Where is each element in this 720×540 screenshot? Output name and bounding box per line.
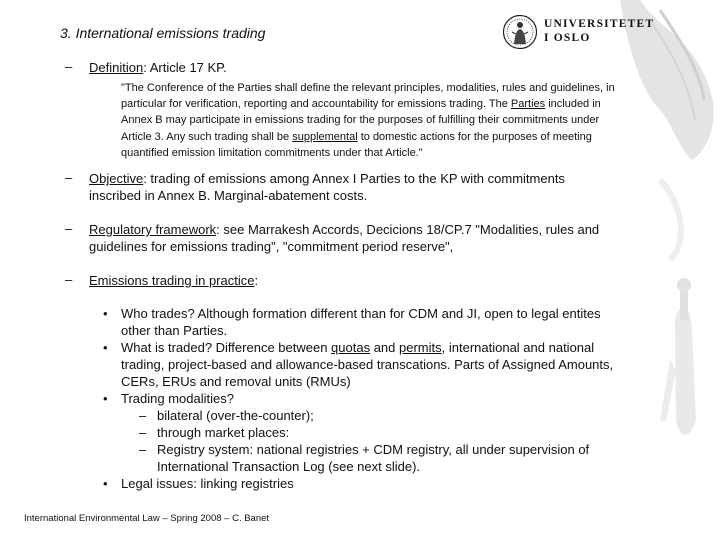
bullet-trading-modalities — [103, 390, 630, 407]
bullet-text: Trading modalities? — [121, 391, 234, 406]
bullet-what-traded — [103, 339, 630, 390]
sub-item-text: Registry system: national registries + CDM registry, all under supervision of International Transaction Log (see next slide). — [157, 442, 590, 474]
bullet-text: Who trades? Although formation different than for CDM and JI, open to legal entites other than Parties. — [121, 306, 601, 338]
definition-dash: – — [65, 59, 73, 74]
regulatory-label: Regulatory framework — [89, 222, 217, 237]
objective-text: : trading of emissions among Annex I Parties to the KP with commitments inscribed in Annex B. Marginal-abatement costs. — [89, 171, 565, 203]
bullet-legal-issues — [103, 475, 630, 492]
quote-part1: "The Conference of the Parties shall define the relevant principles, modalities, rules and guidelines, in particular for verification, reporting and accountability for emissions trading. The — [121, 82, 615, 111]
bullet-dot: • — [103, 306, 108, 321]
practice-item — [89, 272, 609, 289]
bullet-dot: • — [103, 391, 108, 406]
bullet-text: Legal issues: linking registries — [121, 476, 294, 491]
sub-dash: – — [139, 408, 147, 423]
objective-dash: – — [65, 170, 73, 185]
quote-supplemental: supplemental — [292, 130, 358, 143]
bullet-dot: • — [103, 340, 108, 355]
practice-bullet-list — [103, 305, 630, 492]
article-17-quote — [121, 80, 626, 161]
bullet-permits: permits — [399, 340, 442, 355]
quote-part2: included in Annex B may participate in emissions trading for the purposes of fulfilling their commitments under Article 3. Any such trading shall be — [121, 98, 601, 143]
sub-item-market-places — [103, 424, 630, 441]
objective-item — [89, 170, 619, 204]
sub-item-registry-system — [103, 441, 630, 475]
slide-footer: International Environmental Law – Spring 2008 – C. Banet — [24, 513, 270, 524]
quote-parties: Parties — [510, 98, 546, 111]
definition-label: Definition — [89, 60, 144, 75]
bullet-dot: • — [103, 476, 108, 491]
bullet-and: and — [370, 340, 400, 355]
sub-item-text: bilateral (over-the-counter); — [157, 408, 314, 423]
quote-part3: to domestic actions for the purposes of meeting quantified emission limitation commitments under that Article." — [121, 130, 592, 159]
regulatory-item — [89, 221, 624, 255]
bullet-who-trades — [103, 305, 630, 339]
objective-label: Objective — [89, 171, 144, 186]
practice-text: : — [254, 273, 259, 288]
bullet-quotas: quotas — [331, 340, 371, 355]
practice-label: Emissions trading in practice — [89, 273, 255, 288]
logo-text-line1: UNIVERSITETET — [544, 18, 655, 30]
logo-text-line2: I OSLO — [544, 32, 591, 44]
bullet-text-part2: , international and national trading, project-based and allowance-based transcations. Parts of Assigned Amounts, CERs, ERUs and removal units (RMUs) — [121, 340, 614, 389]
regulatory-dash: – — [65, 221, 73, 236]
sub-dash: – — [139, 442, 147, 457]
bullet-text-part1: What is traded? Difference between — [121, 340, 332, 355]
practice-dash: – — [65, 272, 73, 287]
definition-text: : Article 17 KP. — [143, 60, 227, 75]
definition-item — [89, 59, 609, 76]
sub-item-bilateral — [103, 407, 630, 424]
sub-dash: – — [139, 425, 147, 440]
regulatory-text: : see Marrakesh Accords, Decicions 18/CP.7 "Modalities, rules and guidelines for emissions trading", "commitment period reserve", — [89, 222, 600, 254]
slide-title: 3. International emissions trading — [60, 25, 266, 41]
sub-item-text: through market places: — [157, 425, 290, 440]
